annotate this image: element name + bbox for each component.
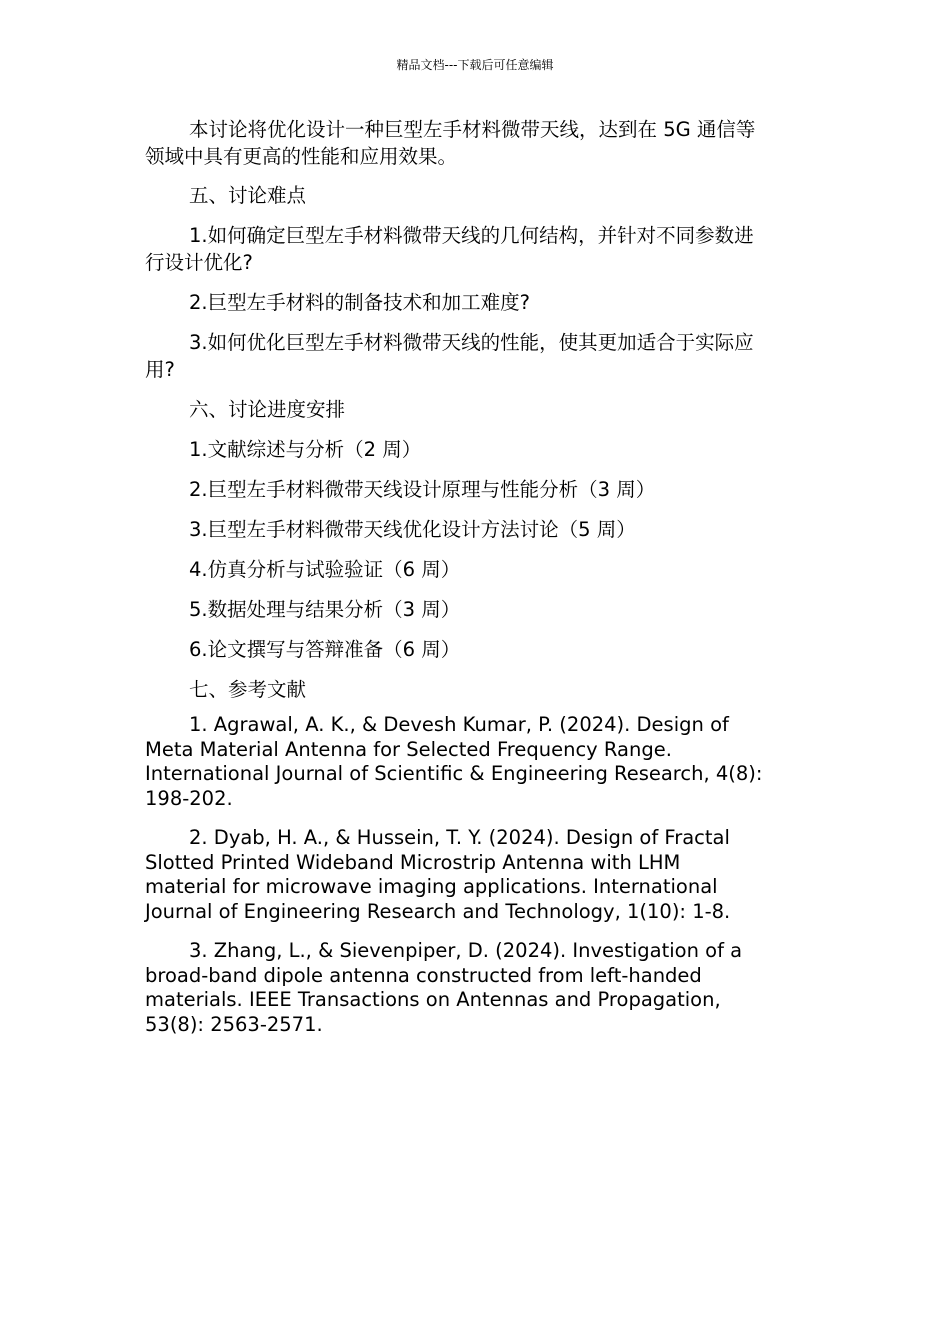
reference-line: Journal of Engineering Research and Technology, 1(10): 1-8. bbox=[145, 899, 731, 923]
intro-line-1: 本讨论将优化设计一种巨型左手材料微带天线，达到在 5G 通信等 bbox=[189, 118, 756, 141]
schedule-item: 3.巨型左手材料微带天线优化设计方法讨论（5 周） bbox=[189, 518, 636, 541]
reference-line: 53(8): 2563-2571. bbox=[145, 1012, 323, 1036]
reference-line: International Journal of Scientific & Engineering Research, 4(8): bbox=[145, 762, 763, 785]
schedule-item: 4.仿真分析与试验验证（6 周） bbox=[189, 558, 461, 581]
difficulty-item bbox=[145, 222, 805, 276]
intro-line-2: 领域中具有更高的性能和应用效果。 bbox=[145, 145, 458, 168]
difficulty-item-line-2: 行设计优化? bbox=[145, 251, 253, 274]
difficulty-item bbox=[145, 289, 805, 316]
schedule-item: 5.数据处理与结果分析（3 周） bbox=[189, 598, 461, 621]
schedule-item: 2.巨型左手材料微带天线设计原理与性能分析（3 周） bbox=[189, 478, 656, 501]
reference-entry bbox=[145, 826, 805, 924]
section-6-heading: 六、讨论进度安排 bbox=[189, 398, 346, 421]
reference-line: 198-202. bbox=[145, 786, 233, 810]
reference-line: Meta Material Antenna for Selected Frequency Range. bbox=[145, 737, 672, 761]
section-5-heading: 五、讨论难点 bbox=[189, 184, 307, 207]
schedule-item: 6.论文撰写与答辩准备（6 周） bbox=[189, 638, 461, 661]
reference-line: material for microwave imaging applications. International bbox=[145, 875, 718, 898]
reference-line: 2. Dyab, H. A., & Hussein, T. Y. (2024). Design of Fractal bbox=[189, 826, 730, 849]
page-header: 精品文档---下载后可任意编辑 bbox=[396, 58, 554, 72]
reference-line: Slotted Printed Wideband Microstrip Antenna with LHM bbox=[145, 850, 681, 874]
schedule-item: 1.文献综述与分析（2 周） bbox=[189, 438, 422, 461]
reference-line: 3. Zhang, L., & Sievenpiper, D. (2024). Investigation of a bbox=[189, 939, 743, 962]
difficulty-item-line-1: 1.如何确定巨型左手材料微带天线的几何结构，并针对不同参数进 bbox=[189, 224, 754, 247]
reference-line: broad-band dipole antenna constructed from left-handed bbox=[145, 963, 702, 987]
document-body bbox=[145, 116, 805, 1052]
reference-entry bbox=[145, 939, 805, 1037]
intro-paragraph bbox=[145, 116, 805, 170]
difficulty-item bbox=[145, 329, 805, 383]
difficulty-item-line-1: 2.巨型左手材料的制备技术和加工难度? bbox=[189, 291, 530, 314]
reference-line: materials. IEEE Transactions on Antennas and Propagation, bbox=[145, 988, 721, 1011]
section-7-heading: 七、参考文献 bbox=[189, 678, 307, 701]
difficulty-item-line-2: 用? bbox=[145, 358, 175, 381]
reference-line: 1. Agrawal, A. K., & Devesh Kumar, P. (2024). Design of bbox=[189, 713, 729, 736]
difficulty-item-line-1: 3.如何优化巨型左手材料微带天线的性能，使其更加适合于实际应 bbox=[189, 331, 754, 354]
reference-entry bbox=[145, 713, 805, 811]
